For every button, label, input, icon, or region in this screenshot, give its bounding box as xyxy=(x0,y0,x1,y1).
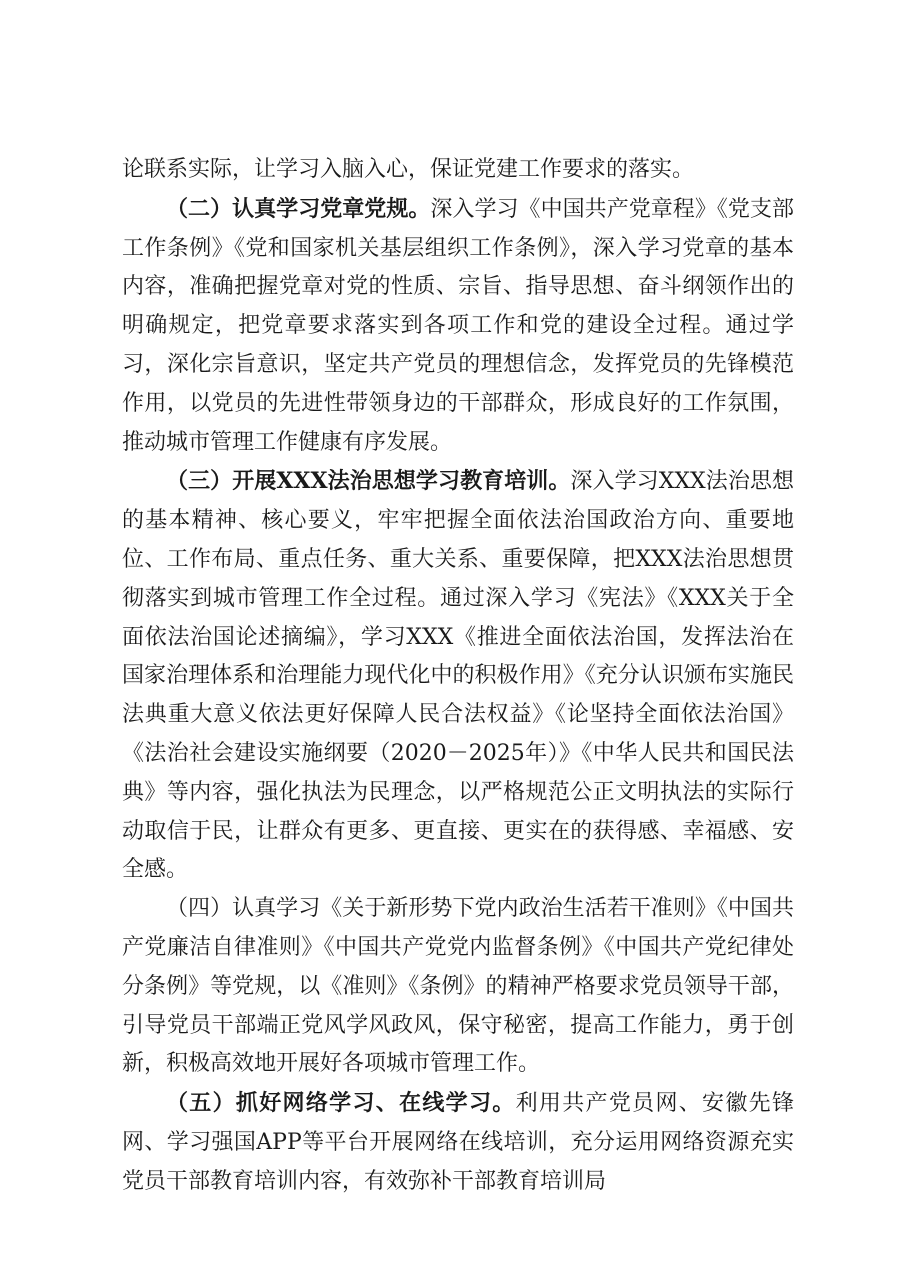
paragraph-1-text: 论联系实际，让学习入脑入心，保证党建工作要求的落实。 xyxy=(122,157,695,182)
paragraph-4 xyxy=(122,890,794,1084)
paragraph-1 xyxy=(122,150,794,190)
paragraph-2-heading: （二）认真学习党章党规。 xyxy=(166,195,431,222)
paragraph-5 xyxy=(122,1084,794,1201)
paragraph-3-heading: （三）开展XXX法治思想学习教育培训。 xyxy=(166,468,571,495)
paragraph-4-heading: （四）认真学习《关于新形势下党内政治生活若干准则》《中国共产党廉洁自律准则》《中国共产党党内监督条例》《中国共产党纪律处分条例》等党规， xyxy=(122,896,794,999)
paragraph-3 xyxy=(122,462,794,890)
paragraph-4-text: 以《准则》《条例》的精神严格要求党员领导干部，引导党员干部端正党风学风政风，保守秘密，提高工作能力，勇于创新，积极高效地开展好各项城市管理工作。 xyxy=(122,973,794,1077)
paragraph-5-text: 利用共产党员网、安徽先锋网、学习强国APP等平台开展网络在线培训，充分运用网络资源充实党员干部教育培训内容，有效弥补干部教育培训局 xyxy=(122,1091,794,1194)
paragraph-2-text: 深入学习《中国共产党章程》《党支部工作条例》《党和国家机关基层组织工作条例》，深入学习党章的基本内容，准确把握党章对党的性质、宗旨、指导思想、奋斗纲领作出的明确规定，把党章要求落实到各项工作和党的建设全过程。通过学习，深化宗旨意识，坚定共产党员的理想信念，发挥党员的先锋模范作用，以党员的先进性带领身边的干部群众，形成良好的工作氛围，推动城市管理工作健康有序发展。 xyxy=(122,196,794,455)
paragraph-3-text: 深入学习XXX法治思想的基本精神、核心要义，牢牢把握全面依法治国政治方向、重要地位、工作布局、重点任务、重大关系、重要保障，把XXX法治思想贯彻落实到城市管理工作全过程。通过深入学习《宪法》《XXX关于全面依法治国论述摘编》，学习XXX《推进全面依法治国，发挥法治在国家治理体系和治理能力现代化中的积极作用》《充分认识颁布实施民法典重大意义依法更好保障人民合法权益》《论坚持全面依法治国》《法治社会建设实施纲要（2020－2025年）》《中华人民共和国民法典》等内容，强化执法为民理念，以严格规范公正文明执法的实际行动取信于民，让群众有更多、更直接、更实在的获得感、幸福感、安全感。 xyxy=(122,469,794,883)
paragraph-2 xyxy=(122,190,794,463)
paragraph-5-heading: （五）抓好网络学习、在线学习。 xyxy=(166,1090,516,1117)
document-body xyxy=(122,150,794,1202)
